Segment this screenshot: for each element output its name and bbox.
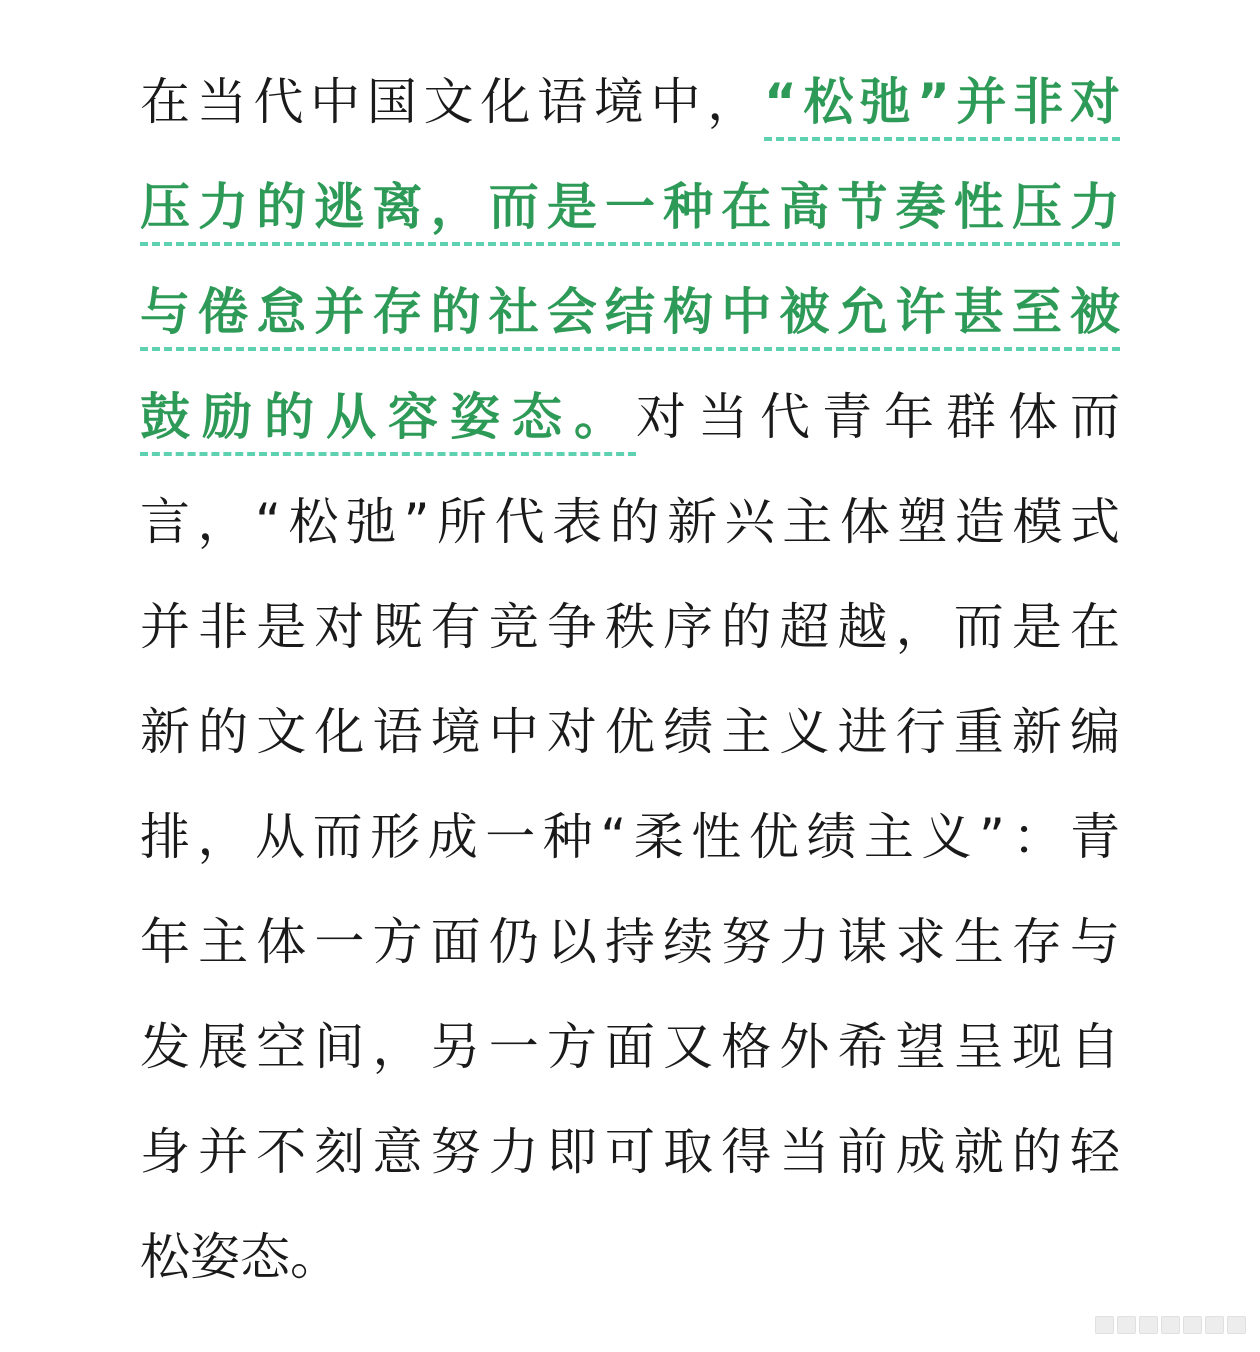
paragraph-line-4 xyxy=(140,365,1120,470)
watermark-block xyxy=(1205,1316,1224,1334)
watermark-block xyxy=(1227,1316,1246,1334)
plain-text: 发展空间，另一方面又格外希望呈现自 xyxy=(140,1018,1120,1076)
paragraph-line-10 xyxy=(140,995,1120,1100)
article-paragraph xyxy=(140,50,1120,1310)
plain-text: 对当代青年群体而 xyxy=(636,388,1120,446)
watermark-block xyxy=(1095,1316,1114,1334)
paragraph-line-1 xyxy=(140,50,1120,155)
watermark-block xyxy=(1183,1316,1202,1334)
paragraph-line-9 xyxy=(140,890,1120,995)
paragraph-line-6 xyxy=(140,575,1120,680)
paragraph-line-11 xyxy=(140,1100,1120,1205)
highlighted-text: 压力的逃离，而是一种在高节奏性压力 xyxy=(140,178,1120,246)
plain-text: 排，从而形成一种“柔性优绩主义”：青 xyxy=(140,808,1120,866)
watermark-block xyxy=(1161,1316,1180,1334)
paragraph-line-3 xyxy=(140,260,1120,365)
watermark-block xyxy=(1117,1316,1136,1334)
highlighted-text: 鼓励的从容姿态。 xyxy=(140,388,636,456)
plain-text: 言，“松弛”所代表的新兴主体塑造模式 xyxy=(140,493,1120,551)
plain-text: 新的文化语境中对优绩主义进行重新编 xyxy=(140,703,1120,761)
plain-text: 并非是对既有竞争秩序的超越，而是在 xyxy=(140,598,1120,656)
paragraph-line-12 xyxy=(140,1205,1120,1310)
paragraph-line-7 xyxy=(140,680,1120,785)
plain-text: 身并不刻意努力即可取得当前成就的轻 xyxy=(140,1123,1120,1181)
plain-text: 年主体一方面仍以持续努力谋求生存与 xyxy=(140,913,1120,971)
faint-watermark xyxy=(1095,1316,1246,1334)
plain-text: 在当代中国文化语境中， xyxy=(140,73,764,131)
paragraph-line-2 xyxy=(140,155,1120,260)
watermark-block xyxy=(1139,1316,1158,1334)
paragraph-line-5 xyxy=(140,470,1120,575)
paragraph-line-8 xyxy=(140,785,1120,890)
highlighted-text: 与倦怠并存的社会结构中被允许甚至被 xyxy=(140,283,1120,351)
plain-text: 松姿态。 xyxy=(140,1228,340,1286)
highlighted-text: “松弛”并非对 xyxy=(764,73,1120,141)
